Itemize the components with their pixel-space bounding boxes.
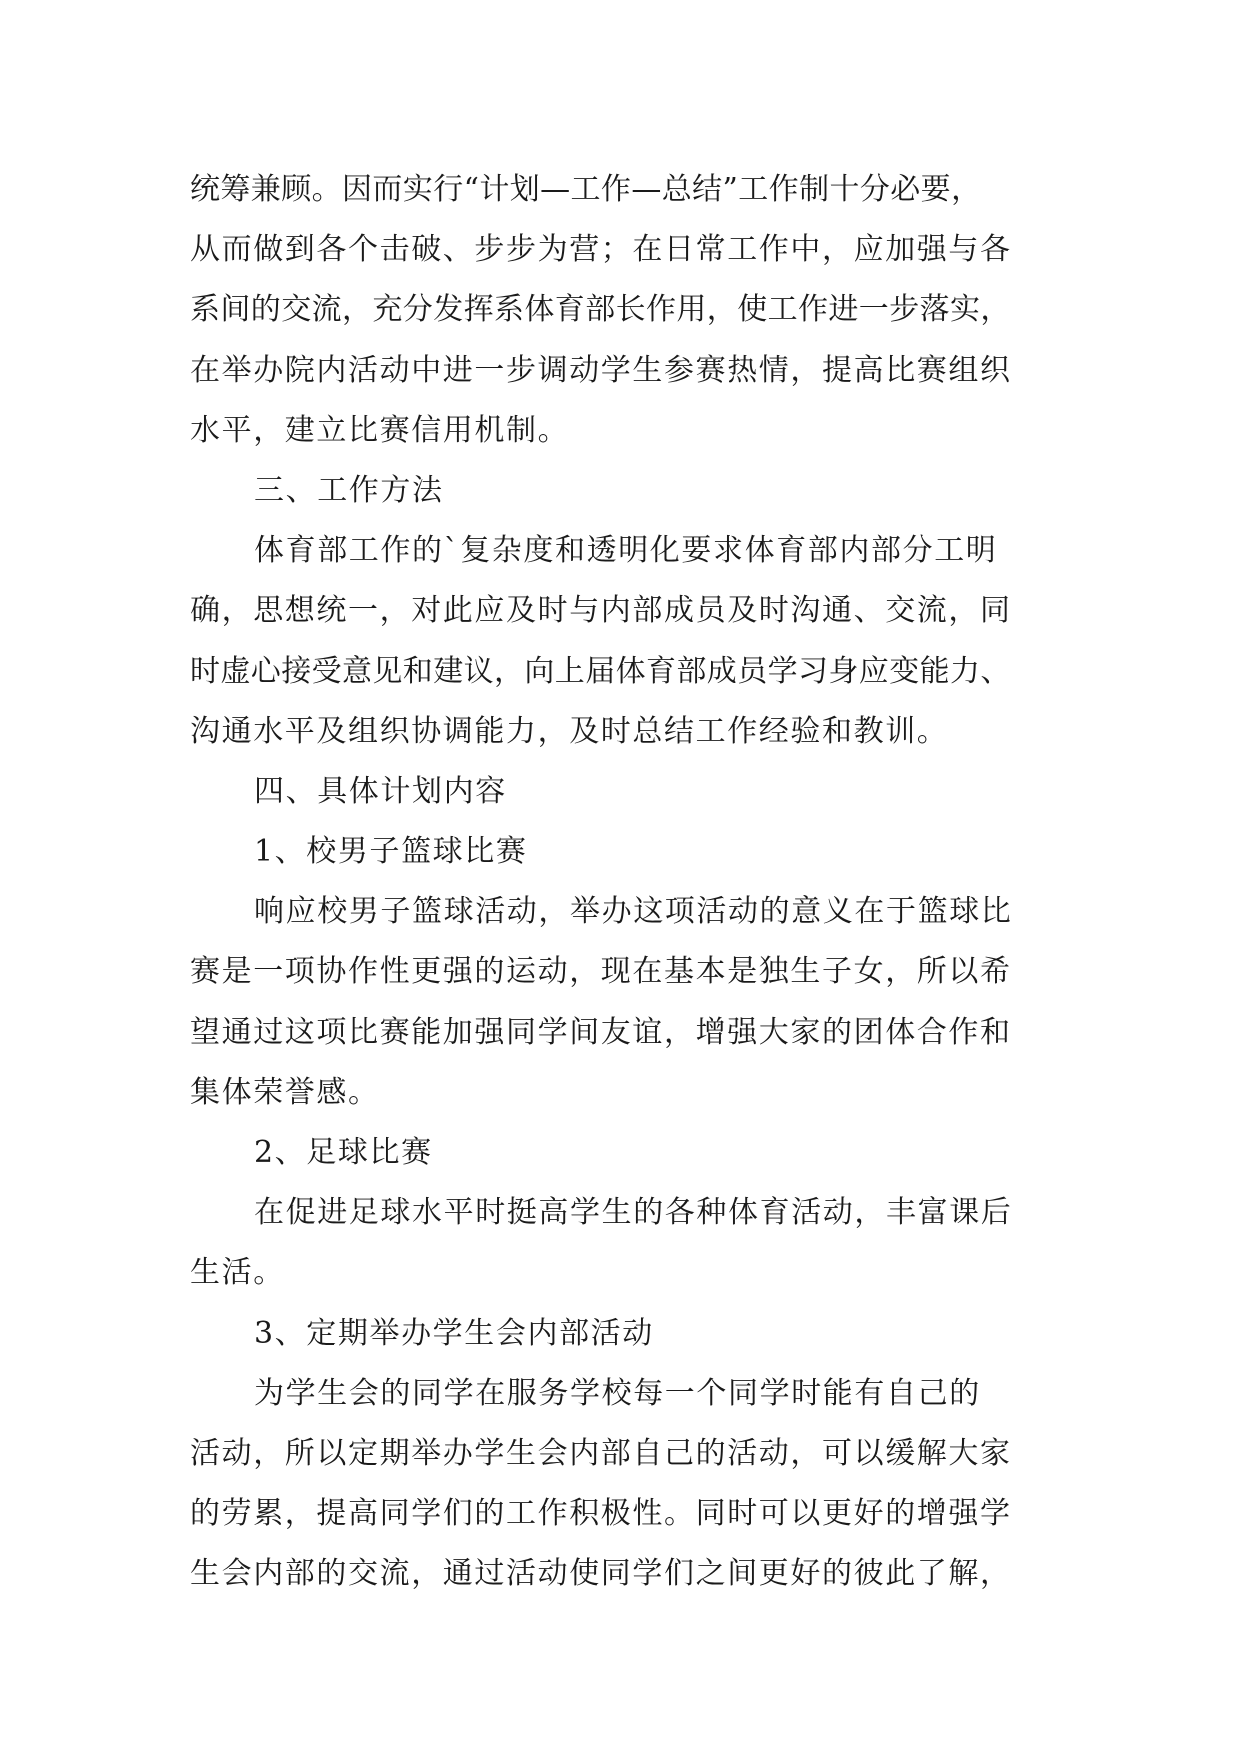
section-heading: 三、工作方法: [254, 472, 444, 508]
text-line: 活动，所以定期举办学生会内部自己的活动，可以缓解大家: [190, 1435, 1012, 1471]
document-body: [190, 160, 1050, 1605]
text-line: 生会内部的交流，通过活动使同学们之间更好的彼此了解，: [190, 1556, 1012, 1592]
text-line: 集体荣誉感。: [190, 1074, 380, 1110]
text-line: 系间的交流，充分发挥系体育部长作用，使工作进一步落实，: [190, 292, 1011, 328]
section-heading: 四、具体计划内容: [254, 773, 507, 809]
text-line: 望通过这项比赛能加强同学间友谊，增强大家的团体合作和: [190, 1014, 1012, 1050]
text-line: 从而做到各个击破、步步为营；在日常工作中，应加强与各: [190, 232, 1012, 268]
text-line: 体育部工作的`复杂度和透明化要求体育部内部分工明: [254, 533, 998, 569]
text-line: 为学生会的同学在服务学校每一个同学时能有自己的: [254, 1375, 981, 1411]
subsection-heading: 3、定期举办学生会内部活动: [254, 1315, 654, 1351]
text-line: 的劳累，提高同学们的工作积极性。同时可以更好的增强学: [190, 1496, 1012, 1532]
text-line: 响应校男子篮球活动，举办这项活动的意义在于篮球比: [254, 894, 1013, 930]
text-line: 水平，建立比赛信用机制。: [190, 412, 570, 448]
text-line: 在举办院内活动中进一步调动学生参赛热情，提高比赛组织: [190, 352, 1012, 388]
text-line: 生活。: [190, 1255, 285, 1291]
subsection-heading: 1、校男子篮球比赛: [254, 834, 528, 870]
text-line: 赛是一项协作性更强的运动，现在基本是独生子女，所以希: [190, 954, 1012, 990]
subsection-heading: 2、足球比赛: [254, 1135, 433, 1170]
text-line: 在促进足球水平时挺高学生的各种体育活动，丰富课后: [254, 1195, 1013, 1231]
text-line: 沟通水平及组织协调能力，及时总结工作经验和教训。: [190, 713, 949, 749]
text-line: 确，思想统一，对此应及时与内部成员及时沟通、交流，同: [190, 593, 1012, 629]
text-line: 时虚心接受意见和建议，向上届体育部成员学习身应变能力、: [190, 653, 1011, 689]
text-line: 统筹兼顾。因而实行“计划—工作—总结”工作制十分必要，: [190, 172, 982, 207]
